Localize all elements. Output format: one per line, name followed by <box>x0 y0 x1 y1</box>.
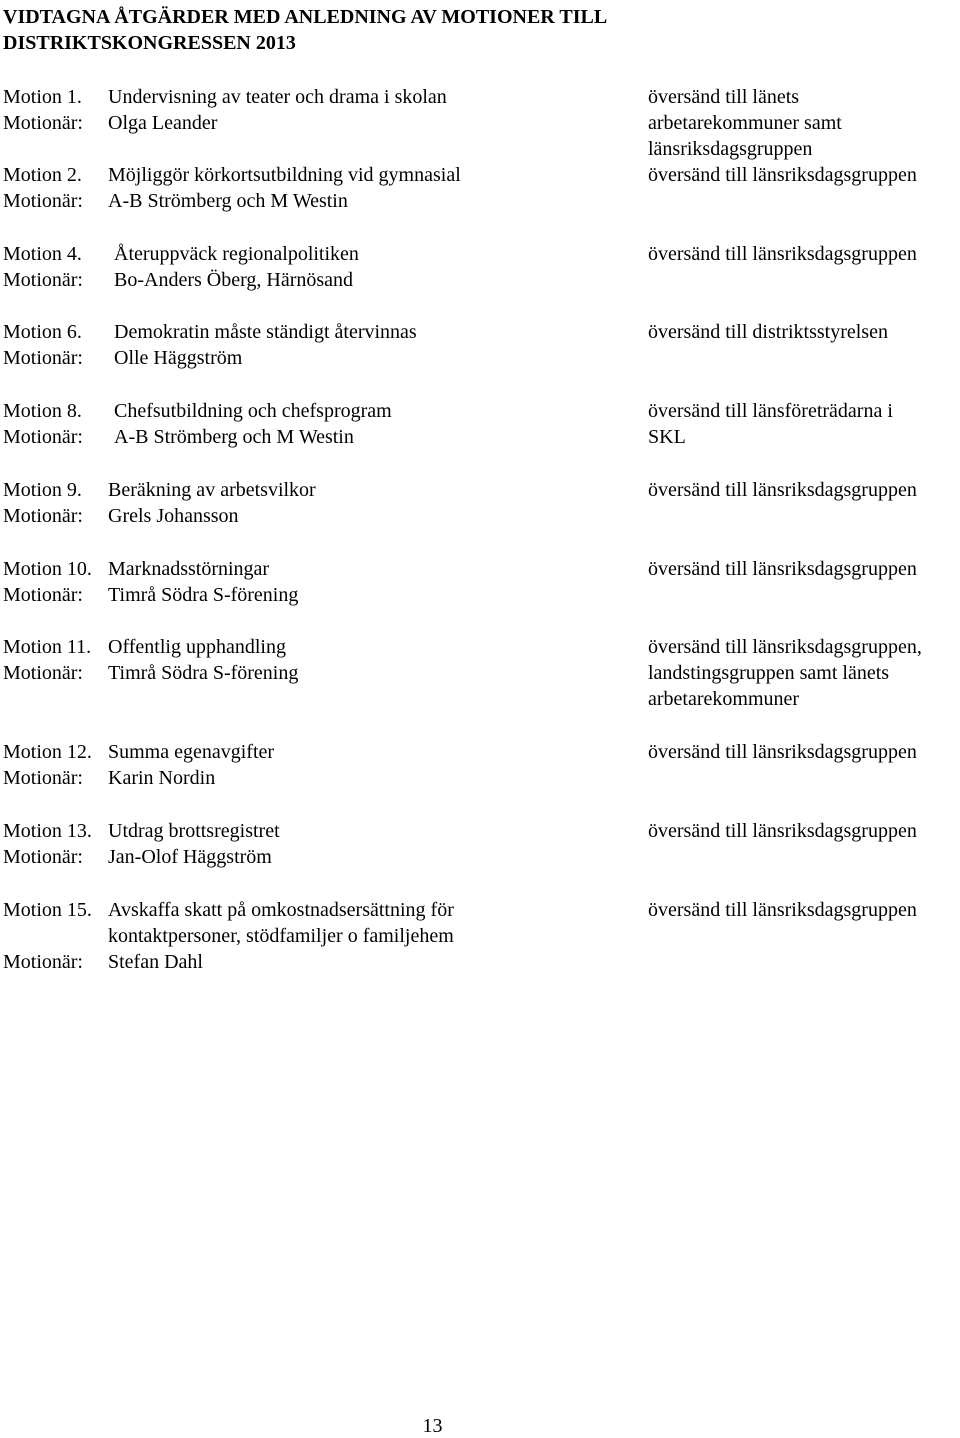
motion-action: översänd till länsriksdagsgruppen <box>648 741 917 763</box>
mover-name: Bo-Anders Öberg, Härnösand <box>114 269 354 292</box>
mover-label: Motionär: <box>3 269 83 292</box>
motion-action: landstingsgruppen samt länets <box>648 662 890 685</box>
motion-title: Marknadsstörningar <box>108 558 270 580</box>
mover-name: Jan-Olof Häggström <box>108 846 272 869</box>
motion-title: Återuppväck regionalpolitiken <box>114 243 359 265</box>
motion-label: Motion 6. <box>3 321 82 343</box>
mover-label: Motionär: <box>3 426 83 449</box>
motion-label: Motion 9. <box>3 479 82 501</box>
motion-label: Motion 8. <box>3 400 82 422</box>
mover-label: Motionär: <box>3 584 83 607</box>
mover-name: Karin Nordin <box>108 767 216 790</box>
motion-action: översänd till länsriksdagsgruppen <box>648 243 917 265</box>
mover-label: Motionär: <box>3 951 83 974</box>
motion-action: översänd till distriktsstyrelsen <box>648 321 888 343</box>
motion-action: översänd till länsriksdagsgruppen <box>648 479 917 501</box>
motion-title: Utdrag brottsregistret <box>108 820 280 842</box>
mover-label: Motionär: <box>3 846 83 869</box>
document-title-line: VIDTAGNA ÅTGÄRDER MED ANLEDNING AV MOTIONER TILL <box>3 6 608 28</box>
mover-label: Motionär: <box>3 662 83 685</box>
motion-action: arbetarekommuner samt <box>648 112 842 135</box>
motion-title: Undervisning av teater och drama i skolan <box>108 86 447 108</box>
motion-action: översänd till länsriksdagsgruppen <box>648 164 917 186</box>
motion-label: Motion 15. <box>3 899 92 921</box>
mover-name: Timrå Södra S-förening <box>108 662 299 685</box>
motion-action: översänd till länsriksdagsgruppen <box>648 820 917 842</box>
motion-label: Motion 13. <box>3 820 92 842</box>
motion-title: Beräkning av arbetsvilkor <box>108 479 316 501</box>
mover-label: Motionär: <box>3 190 83 213</box>
motion-action: arbetarekommuner <box>648 688 800 711</box>
mover-name: Grels Johansson <box>108 505 239 528</box>
page-number: 13 <box>422 1415 443 1437</box>
document-title-line: DISTRIKTSKONGRESSEN 2013 <box>3 32 296 54</box>
motion-title: Avskaffa skatt på omkostnadsersättning för <box>108 899 454 921</box>
mover-label: Motionär: <box>3 347 83 370</box>
motion-label: Motion 10. <box>3 558 92 580</box>
mover-name: Stefan Dahl <box>108 951 203 974</box>
motion-title: Summa egenavgifter <box>108 741 275 763</box>
mover-name: Olga Leander <box>108 112 218 135</box>
mover-label: Motionär: <box>3 505 83 528</box>
motion-label: Motion 4. <box>3 243 82 265</box>
mover-name: A-B Strömberg och M Westin <box>114 426 354 449</box>
motion-action: SKL <box>648 426 686 449</box>
motion-title: Offentlig upphandling <box>108 636 286 658</box>
motion-action: översänd till länsriksdagsgruppen, <box>648 636 922 658</box>
motion-label: Motion 12. <box>3 741 92 763</box>
motion-action: länsriksdagsgruppen <box>648 138 813 161</box>
document-title <box>3 4 607 56</box>
motion-label: Motion 2. <box>3 164 82 186</box>
motion-action: översänd till länsriksdagsgruppen <box>648 558 917 580</box>
motion-title: Demokratin måste ständigt återvinnas <box>114 321 417 343</box>
mover-name: A-B Strömberg och M Westin <box>108 190 348 213</box>
motion-label: Motion 11. <box>3 636 92 658</box>
motion-title: Chefsutbildning och chefsprogram <box>114 400 392 422</box>
motion-action: översänd till länets <box>648 86 800 108</box>
motion-title: kontaktpersoner, stödfamiljer o familjehem <box>108 925 454 948</box>
motion-action: översänd till länsriksdagsgruppen <box>648 899 917 921</box>
mover-name: Olle Häggström <box>114 347 243 370</box>
mover-label: Motionär: <box>3 112 83 135</box>
motion-action: översänd till länsföreträdarna i <box>648 400 893 422</box>
mover-name: Timrå Södra S-förening <box>108 584 299 607</box>
mover-label: Motionär: <box>3 767 83 790</box>
motion-label: Motion 1. <box>3 86 82 108</box>
motion-title: Möjliggör körkortsutbildning vid gymnasial <box>108 164 461 186</box>
